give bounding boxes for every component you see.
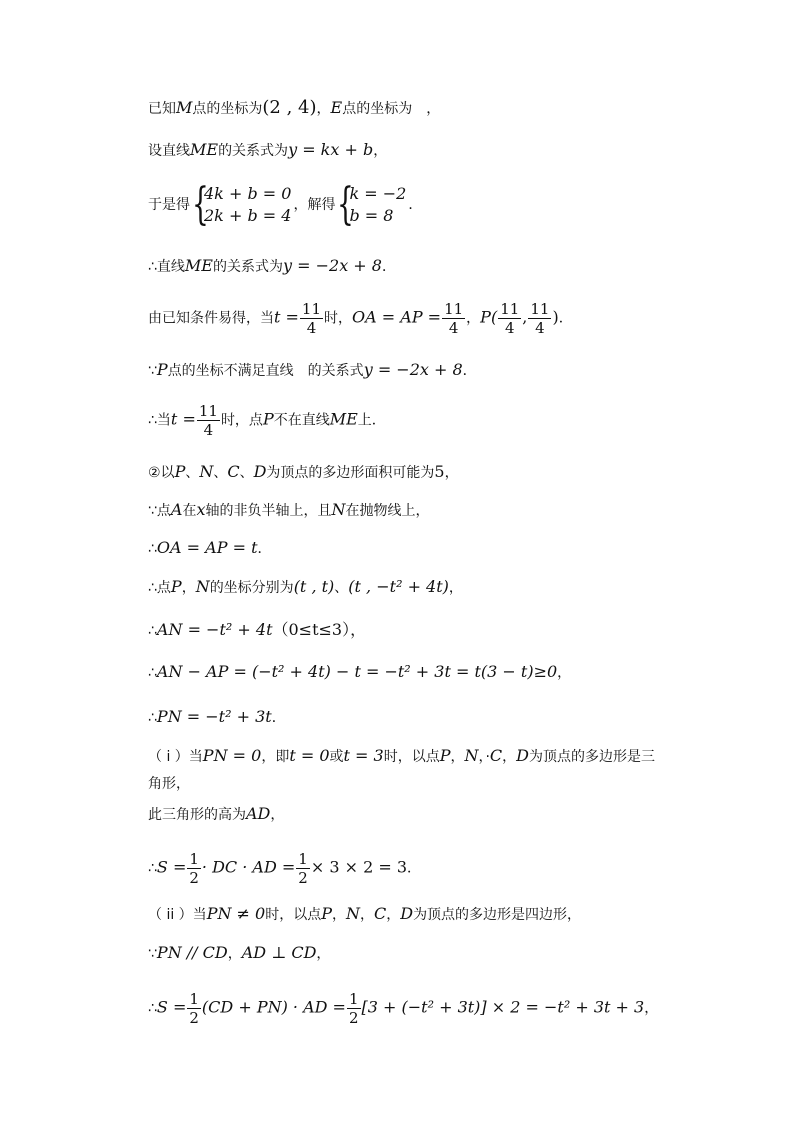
math: , [522,307,528,327]
math: AD [246,804,271,823]
math: S = [156,997,187,1017]
text: 的关系式为 [218,143,289,159]
text-line-4 [148,256,396,277]
text-line-1 [148,98,440,119]
math: P [174,462,186,481]
math: y = −2x + 8 [282,256,382,275]
text: 时，以点 [383,749,440,765]
math: PN = −t² + 3t [156,707,272,726]
text: 点的坐标为 [192,101,263,117]
text: ． [558,310,573,327]
text: 点的坐标不满足直线 的关系式 [167,363,364,379]
text: 为顶点的多边形是三 [529,749,655,765]
text: ， [557,665,572,681]
text: ， [466,310,481,327]
text: 在 [182,503,197,519]
text: ， [386,907,401,923]
text: ∴点 [148,580,171,596]
math: [3 + (−t² + 3t)] × 2 = −t² + 3t + 3 [361,997,645,1017]
text: 上． [357,412,386,429]
text: 设直线 [148,143,190,159]
text: ． [257,541,272,557]
text-line-16 [148,774,190,794]
fraction [187,850,201,887]
text: 的坐标分别为 [209,580,294,596]
math: ME [190,140,219,159]
math: ME [184,256,213,275]
math: ) [552,307,559,327]
text-line-5 [148,300,573,337]
math: P [321,904,332,923]
text: ∴ [148,860,157,877]
math: P( [480,307,498,327]
text: 角形， [148,776,190,792]
text-line-10 [148,538,272,559]
math: t = 0 [289,746,330,765]
text: ， [181,580,196,596]
text: ∴当 [148,412,171,429]
math: A [170,500,183,519]
math: 5 [434,462,445,481]
text: ， [331,907,346,923]
text: （ ii ）当 [148,907,207,923]
text: ． [381,259,396,275]
fraction [498,300,521,337]
numerator: 11 [530,300,550,318]
math: P [262,409,274,429]
text: 、 [239,465,254,481]
denominator: 2 [189,869,199,887]
numerator: 1 [189,990,199,1008]
text: 点的坐标为 ， [342,101,441,117]
fraction [528,300,551,337]
math: PN ≠ 0 [206,904,266,923]
text: 轴的非负半轴上，且 [205,503,332,519]
fraction [347,990,361,1027]
text: ，解得 [293,197,336,213]
text: ， [373,143,388,159]
math: P [170,577,182,596]
equation-system: { k = −2 b = 8 [337,179,407,230]
text: 于是得 [148,197,190,213]
text: ∴ [148,710,157,726]
math: (2 , 4) [262,97,317,118]
text: ， [448,580,463,596]
text: ， [227,946,242,962]
text: 时，以点 [265,907,322,923]
math: (CD + PN) · AD = [201,997,346,1017]
math: x [196,500,206,519]
text-line-12 [148,620,366,641]
math: t = [274,307,299,327]
text: 、 [185,465,200,481]
math: (t , t) [293,577,335,596]
text: 由已知条件易得，当 [148,310,274,327]
text: ∴ [148,1000,157,1017]
eq-row: k = −2 [349,184,407,203]
numerator: 11 [444,300,464,318]
text-line-3 [148,179,423,230]
text-line-14 [148,707,286,728]
text: 、 [213,465,228,481]
text: ∴直线 [148,259,185,275]
denominator: 4 [535,319,545,337]
numerator: 1 [189,850,199,868]
math: D [400,904,414,923]
text: 为顶点的多边形是四边形， [413,907,582,923]
math: P [156,360,168,379]
math: P [439,746,451,765]
text-line-6 [148,360,477,381]
text-line-13 [148,662,571,683]
text-line-19 [148,904,581,925]
math: y = kx + b [288,140,374,159]
text-line-7 [148,402,386,439]
text: 此三角形的高为 [148,807,246,823]
numerator: 11 [500,300,520,318]
math: t = 3 [343,746,384,765]
text: ∴ [148,541,157,557]
math: （0≤t≤3）， [272,620,367,639]
math: S = [156,857,187,877]
fraction [442,300,465,337]
math: N [199,462,214,481]
text: 、 [334,580,349,596]
text: ， [644,1000,659,1017]
fraction [187,990,201,1027]
text: ②以 [148,465,175,481]
text-line-15 [148,746,655,767]
math: N [331,500,346,519]
fraction [296,850,310,887]
denominator: 4 [504,319,515,337]
text: 不在直线 [273,412,330,429]
text: ． [462,363,477,379]
text: ， [450,749,465,765]
text: ∴ [148,665,157,681]
text: 为顶点的多边形面积可能为 [266,465,435,481]
text: ， [444,465,459,481]
math: D [253,462,267,481]
numerator: 1 [298,850,308,868]
math: N [464,746,479,765]
numerator: 11 [198,402,218,420]
math: C [227,462,240,481]
fraction [300,300,323,337]
text: 在抛物线上， [345,503,430,519]
text: 已知 [148,101,176,117]
denominator: 2 [189,1009,199,1027]
eq-row: 2k + b = 4 [204,206,292,225]
numerator: 11 [301,300,322,318]
text: ∴ [148,623,157,639]
math: ME [329,409,358,429]
text: ∵ [148,363,157,379]
math: OA = AP = t [156,538,258,557]
math: OA = AP = [352,307,442,327]
text: ， [270,807,285,823]
text: ， [316,101,331,117]
denominator: 4 [306,319,317,337]
text-line-17 [148,804,284,825]
text-line-2 [148,140,387,161]
text: 的关系式为 [212,259,283,275]
math: PN // CD [156,943,228,962]
text: ，· [478,749,490,765]
text-line-21 [148,990,658,1027]
text-line-11 [148,577,463,598]
text: ，即 [261,749,290,765]
text: ， [316,946,331,962]
denominator: 2 [348,1009,359,1027]
math: C [373,904,387,923]
text: ． [408,197,423,213]
denominator: 2 [298,869,308,887]
text: ． [407,860,422,877]
text: 时，点 [220,412,263,429]
math: E [330,98,343,117]
equation-system: { 4k + b = 0 2k + b = 4 [192,179,292,230]
text: ， [502,749,517,765]
denominator: 4 [448,319,459,337]
text-line-9 [148,500,430,521]
math: AD ⊥ CD [241,943,317,962]
math: (t , −t² + 4t) [348,577,449,596]
math: y = −2x + 8 [363,360,463,379]
text: ∵ [148,946,157,962]
math: × 3 × 2 = 3 [310,857,408,877]
math: AN = −t² + 4t [156,620,273,639]
text-line-20 [148,943,330,964]
math: t = [170,409,196,429]
eq-row: 4k + b = 0 [204,184,292,203]
math: N [195,577,210,596]
text: （ i ）当 [148,749,203,765]
numerator: 1 [348,990,359,1008]
math: PN = 0 [202,746,262,765]
math: AN − AP = (−t² + 4t) − t = −t² + 3t = t(3 − t)≥0 [156,662,558,681]
math: C [489,746,503,765]
text: 或 [329,749,344,765]
text: 时， [324,310,353,327]
math: N [345,904,360,923]
eq-row: b = 8 [349,206,394,225]
text: ， [359,907,374,923]
math: · DC · AD = [201,857,296,877]
denominator: 4 [203,421,214,439]
text: ∵点 [148,503,171,519]
text: ． [271,710,286,726]
math: D [516,746,529,765]
text-line-18 [148,850,421,887]
math: M [176,98,193,117]
fraction [197,402,220,439]
text-line-8 [148,462,459,483]
